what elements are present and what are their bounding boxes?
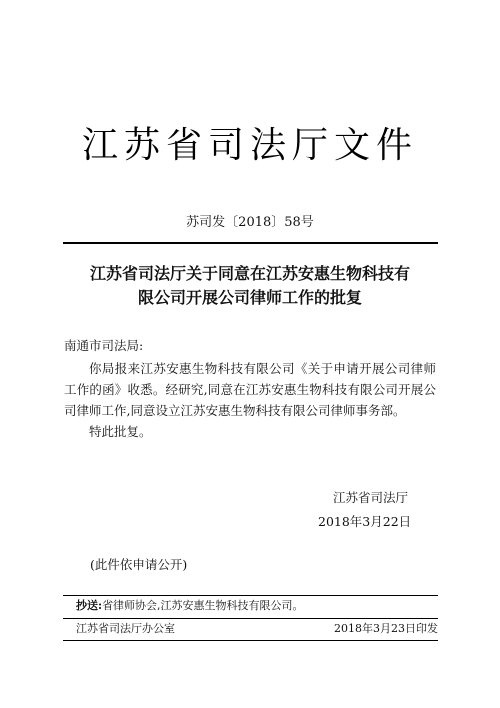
- document-number: 苏司发〔2018〕58号: [186, 215, 314, 230]
- cc-line: [76, 598, 304, 614]
- subject-line-1: 江苏省司法厅关于同意在江苏安惠生物科技有: [89, 264, 410, 283]
- print-office: 江苏省司法厅办公室: [76, 622, 175, 635]
- print-date: 2018年3月23日印发: [334, 622, 438, 635]
- document-body: [64, 358, 436, 442]
- document-subject: [60, 262, 440, 310]
- body-paragraph-1: 你局报来江苏安惠生物科技有限公司《关于申请开展公司律师工作的函》收悉。经研究,同意在江苏安惠生物科技有限公司开展公司律师工作,同意设立江苏安惠生物科技有限公司律师事务部。: [64, 361, 436, 418]
- footer-divider-bottom: [63, 640, 438, 641]
- body-paragraph-2: 特此批复。: [89, 424, 152, 439]
- footer-divider-middle: [63, 618, 438, 619]
- subject-line-2: 限公司开展公司律师工作的批复: [137, 288, 362, 307]
- footer-divider-top: [63, 595, 438, 596]
- publicity-note: (此件依申请公开): [90, 557, 188, 572]
- addressee: 南通市司法局:: [64, 338, 144, 353]
- document-header-title: 江苏省司法厅文件: [81, 125, 418, 166]
- issuer-signature: 江苏省司法厅: [333, 490, 409, 505]
- header-divider: [63, 242, 438, 244]
- cc-recipients: 省律师协会,江苏安惠生物科技有限公司。: [102, 599, 304, 612]
- cc-label: 抄送:: [76, 599, 103, 612]
- issue-date: 2018年3月22日: [318, 514, 412, 529]
